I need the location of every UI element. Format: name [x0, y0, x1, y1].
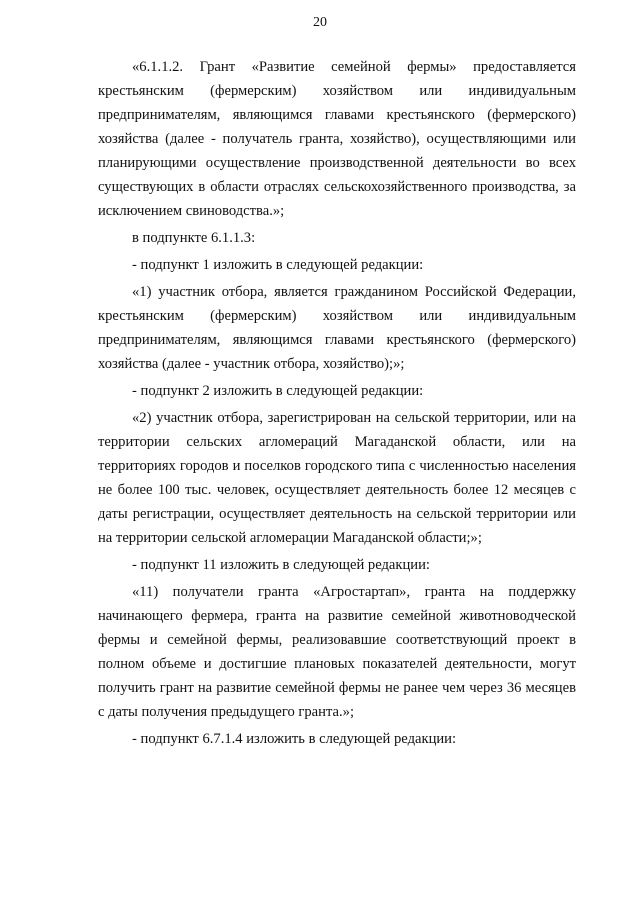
- paragraph-grant-family-farm: «6.1.1.2. Грант «Развитие семейной фермы» предоставляется крестьянским (фермерским) хозяйством или индивидуальным предпринимателям, являющимся главами крестьянского (фермерского) хозяйства (далее - получатель гранта, хозяйство), осуществляющими или планирующими осуществление производственной деятельности во всех существующих в области отраслях сельскохозяйственного производства, за исключением свиноводства.»;: [98, 59, 576, 219]
- paragraph-subitem-11-instruction: - подпункт 11 изложить в следующей редакции:: [132, 557, 430, 573]
- paragraph-subitem-1-text: «1) участник отбора, является гражданином Российской Федерации, крестьянским (фермерским) хозяйством или индивидуальным предпринимателям, являющимся главами крестьянского (фермерского) хозяйства (далее - участник отбора, хозяйство);»;: [98, 284, 576, 372]
- paragraph-subitem-1-instruction: - подпункт 1 изложить в следующей редакции:: [132, 257, 424, 273]
- paragraph-subitem-11-text: «11) получатели гранта «Агростартап», гранта на поддержку начинающего фермера, гранта на развитие семейной животноводческой фермы и семейной фермы, реализовавшие соответствующий проект в полном объеме и достигшие плановых показателей деятельности, могут получить грант на развитие семейной фермы не ранее чем через 36 месяцев с даты получения предыдущего гранта.»;: [98, 584, 576, 720]
- paragraph-subitem-2-instruction: - подпункт 2 изложить в следующей редакции:: [132, 383, 424, 399]
- paragraph-subitem-2-text: «2) участник отбора, зарегистрирован на сельской территории, или на территории сельских агломераций Магаданской области, или на территориях городов и поселков городского типа с численностью населения не более 100 тыс. человек, осуществляет деятельность более 12 месяцев с даты регистрации, осуществляет деятельность на сельской территории или на территории сельской агломерации Магаданской области;»;: [98, 410, 576, 546]
- paragraph-subitem-6-7-1-4-instruction: - подпункт 6.7.1.4 изложить в следующей редакции:: [132, 731, 457, 747]
- page-number: 20: [313, 15, 327, 30]
- document-body: [98, 55, 576, 754]
- paragraph-subitem-6-1-1-3: в подпункте 6.1.1.3:: [132, 230, 256, 246]
